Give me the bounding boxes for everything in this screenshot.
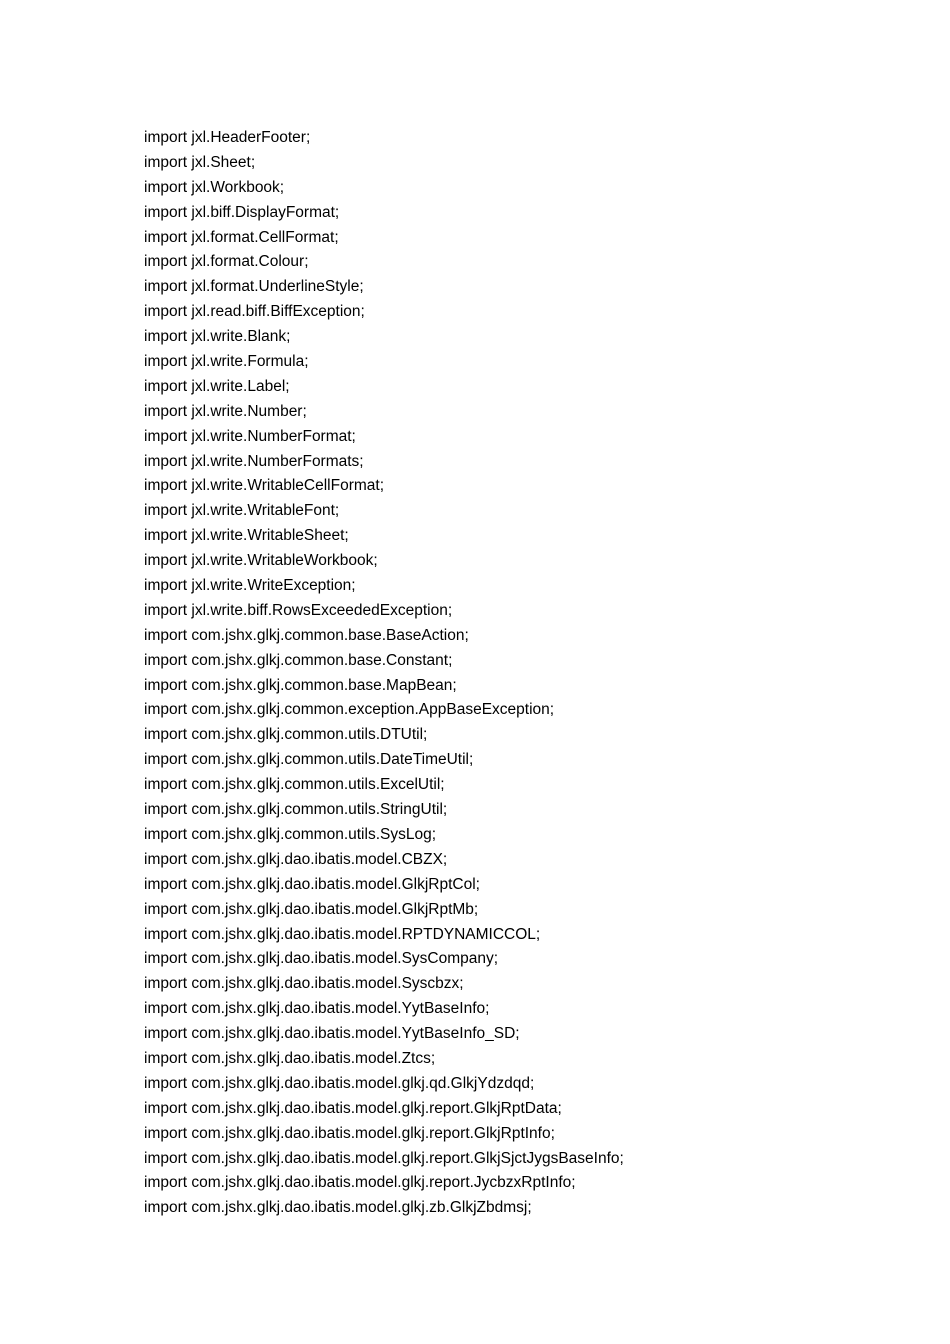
- import-line: import com.jshx.glkj.common.utils.DateTimeUtil;: [144, 751, 474, 769]
- import-line: import com.jshx.glkj.dao.ibatis.model.RPTDYNAMICCOL;: [144, 925, 541, 943]
- import-line: import com.jshx.glkj.dao.ibatis.model.glkj.report.GlkjRptData;: [144, 1099, 562, 1117]
- import-line: import com.jshx.glkj.dao.ibatis.model.Ztcs;: [144, 1049, 436, 1067]
- import-line: import com.jshx.glkj.common.base.MapBean;: [144, 676, 457, 694]
- import-line: import com.jshx.glkj.dao.ibatis.model.YytBaseInfo;: [144, 1000, 490, 1018]
- import-line: import jxl.write.Blank;: [144, 328, 291, 346]
- import-line: import com.jshx.glkj.dao.ibatis.model.glkj.qd.GlkjYdzdqd;: [144, 1074, 535, 1092]
- import-line: import com.jshx.glkj.dao.ibatis.model.Syscbzx;: [144, 975, 464, 993]
- import-line: import jxl.write.Label;: [144, 377, 290, 395]
- import-line: import jxl.write.Formula;: [144, 353, 309, 371]
- import-line: import jxl.Sheet;: [144, 153, 256, 171]
- import-line: import com.jshx.glkj.common.base.Constant;: [144, 651, 453, 669]
- import-line: import com.jshx.glkj.dao.ibatis.model.glkj.report.GlkjSjctJygsBaseInfo;: [144, 1149, 624, 1167]
- import-line: import jxl.format.CellFormat;: [144, 228, 339, 246]
- import-line: import jxl.write.WritableWorkbook;: [144, 552, 378, 570]
- import-line: import jxl.write.biff.RowsExceededException;: [144, 601, 453, 619]
- import-line: import com.jshx.glkj.dao.ibatis.model.glkj.report.GlkjRptInfo;: [144, 1124, 555, 1142]
- import-line: import jxl.read.biff.BiffException;: [144, 303, 365, 321]
- import-line: import jxl.format.Colour;: [144, 253, 309, 271]
- import-line: import jxl.Workbook;: [144, 178, 285, 196]
- import-line: import com.jshx.glkj.dao.ibatis.model.YytBaseInfo_SD;: [144, 1025, 520, 1043]
- import-line: import com.jshx.glkj.common.utils.SysLog;: [144, 825, 437, 843]
- import-line: import jxl.write.WritableSheet;: [144, 527, 349, 545]
- import-line: import com.jshx.glkj.dao.ibatis.model.GlkjRptCol;: [144, 875, 480, 893]
- import-line: import com.jshx.glkj.dao.ibatis.model.SysCompany;: [144, 950, 499, 968]
- import-line: import com.jshx.glkj.dao.ibatis.model.CBZX;: [144, 850, 448, 868]
- import-line: import com.jshx.glkj.common.utils.StringUtil;: [144, 801, 448, 819]
- import-line: import jxl.HeaderFooter;: [144, 129, 311, 146]
- import-line: import com.jshx.glkj.common.utils.DTUtil;: [144, 726, 428, 744]
- import-line: import com.jshx.glkj.common.exception.AppBaseException;: [144, 701, 555, 719]
- import-line: import com.jshx.glkj.dao.ibatis.model.glkj.report.JycbzxRptInfo;: [144, 1174, 576, 1192]
- import-line: import jxl.biff.DisplayFormat;: [144, 203, 340, 221]
- import-statement-list: [144, 126, 624, 1221]
- import-line: import jxl.write.NumberFormats;: [144, 452, 364, 470]
- import-line: import jxl.write.Number;: [144, 402, 307, 420]
- import-line: import com.jshx.glkj.dao.ibatis.model.GlkjRptMb;: [144, 900, 479, 918]
- import-line: import jxl.write.WriteException;: [144, 577, 356, 595]
- import-line: import jxl.format.UnderlineStyle;: [144, 278, 364, 296]
- import-line: import com.jshx.glkj.common.base.BaseAction;: [144, 626, 469, 644]
- import-line: import com.jshx.glkj.common.utils.ExcelUtil;: [144, 776, 445, 794]
- import-line: import jxl.write.WritableCellFormat;: [144, 477, 385, 495]
- import-line: import jxl.write.WritableFont;: [144, 502, 340, 520]
- import-line: import com.jshx.glkj.dao.ibatis.model.glkj.zb.GlkjZbdmsj;: [144, 1199, 532, 1217]
- import-line: import jxl.write.NumberFormat;: [144, 427, 356, 445]
